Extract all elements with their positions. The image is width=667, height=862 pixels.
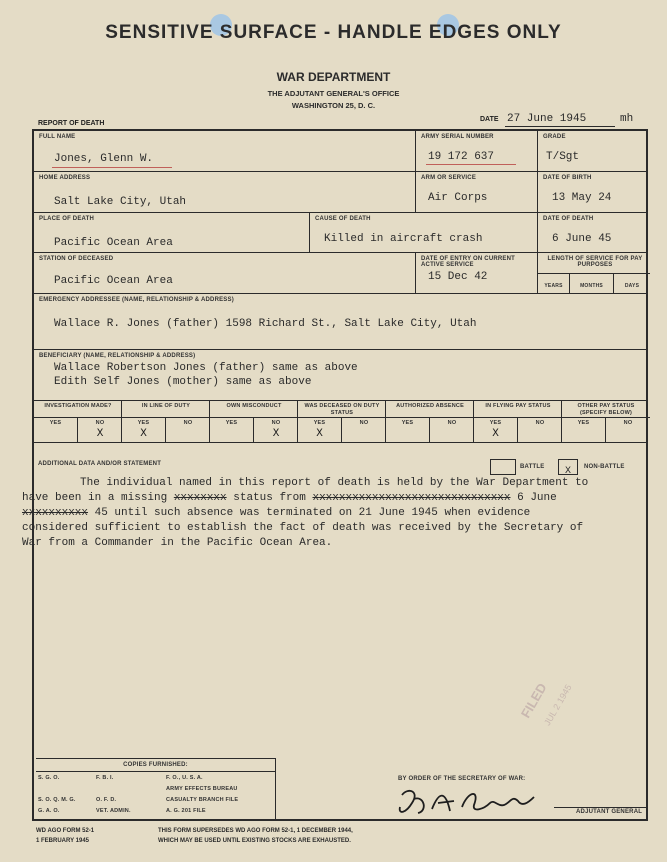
copy-recipient: VET. ADMIN.: [96, 808, 131, 814]
status-label: IN LINE OF DUTY: [141, 403, 191, 409]
full-name-value: Jones, Glenn W.: [54, 153, 154, 165]
status-yes-box: [386, 417, 430, 443]
status-yes-box: [474, 417, 518, 443]
battle-label: BATTLE: [520, 464, 545, 470]
copy-recipient: CASUALTY BRANCH FILE: [166, 797, 239, 803]
status-yes-mark: X: [316, 428, 323, 440]
status-yes-label: YES: [137, 420, 150, 426]
status-no-label: NO: [447, 420, 457, 426]
copy-recipient: S. G. O.: [38, 775, 60, 781]
order-label: BY ORDER OF THE SECRETARY OF WAR:: [398, 776, 526, 782]
status-label: OWN MISCONDUCT: [226, 403, 282, 409]
file-stamp-date: JUL 2 1945: [542, 682, 574, 728]
station-value: Pacific Ocean Area: [54, 275, 173, 287]
row-beneficiary: [34, 350, 646, 401]
years-col: YEARS: [538, 273, 570, 294]
copy-recipient: G. A. O.: [38, 808, 60, 814]
status-cell: [122, 401, 210, 442]
signature-image: [394, 785, 554, 821]
row-address: [34, 172, 646, 213]
date-line: [505, 126, 615, 127]
status-yes-box: [34, 417, 78, 443]
row-status: [34, 401, 646, 443]
status-yes-label: YES: [401, 420, 414, 426]
days-col: DAYS: [614, 273, 650, 294]
cause-value: Killed in aircraft crash: [324, 233, 483, 245]
status-no-box: [166, 417, 210, 443]
status-yes-label: YES: [489, 420, 502, 426]
status-no-label: NO: [183, 420, 193, 426]
initials: mh: [620, 113, 634, 125]
copy-recipient: A. G. 201 FILE: [166, 808, 206, 814]
status-yes-box: [562, 417, 606, 443]
copy-recipient: ARMY EFFECTS BUREAU: [166, 786, 238, 792]
file-stamp: FILED: [517, 680, 550, 721]
entry-cell: DATE OF ENTRY ON CURRENT ACTIVE SERVICE 15 Dec 42: [416, 253, 538, 293]
office-location: WASHINGTON 25, D. C.: [291, 101, 376, 110]
non-battle-label: NON-BATTLE: [584, 464, 625, 470]
form-title: REPORT OF DEATH: [38, 120, 105, 127]
arm-value: Air Corps: [428, 192, 488, 204]
status-cell: [34, 401, 122, 442]
birth-cell: DATE OF BIRTH 13 May 24: [543, 175, 612, 204]
status-cell: [562, 401, 650, 442]
emergency-value: Wallace R. Jones (father) 1598 Richard St., Salt Lake City, Utah: [54, 318, 477, 330]
status-no-box: [518, 417, 562, 443]
home-address-cell: HOME ADDRESS Salt Lake City, Utah: [34, 172, 416, 212]
serial-value: 19 172 637: [428, 151, 495, 163]
status-cell: [386, 401, 474, 442]
station-cell: STATION OF DECEASED Pacific Ocean Area: [34, 253, 416, 293]
status-no-label: NO: [95, 420, 105, 426]
status-yes-mark: X: [492, 428, 499, 440]
grade-cell: GRADE T/Sgt: [543, 134, 580, 163]
status-no-mark: X: [272, 428, 280, 440]
non-battle-box: X: [558, 459, 578, 475]
department-title: WAR DEPARTMENT: [276, 70, 391, 84]
copies-furnished-box: COPIES FURNISHED: S. G. O. F. B. I. F. O., U. S. A. ARMY EFFECTS BUREAU S. O. Q. M. G. O. F. D. CASUALTY BRANCH FILE G. A. O. VET. ADMIN. A. G. 201 FILE: [36, 758, 276, 821]
arm-cell: ARM OR SERVICE Air Corps: [416, 172, 538, 212]
status-yes-box: [298, 417, 342, 443]
status-yes-label: YES: [313, 420, 326, 426]
birth-value: 13 May 24: [552, 192, 612, 204]
status-no-box: [254, 417, 298, 443]
status-label: IN FLYING PAY STATUS: [485, 403, 551, 409]
home-address-value: Salt Lake City, Utah: [54, 196, 187, 208]
row-emergency: [34, 294, 646, 350]
status-yes-label: YES: [49, 420, 62, 426]
status-no-box: [342, 417, 386, 443]
row-station: [34, 253, 646, 294]
emergency-cell: EMERGENCY ADDRESSEE (NAME, RELATIONSHIP & ADDRESS) Wallace R. Jones (father) 1598 Richard St., Salt Lake City, Utah: [39, 297, 477, 330]
signer-title: ADJUTANT GENERAL: [576, 809, 643, 815]
status-yes-box: [122, 417, 166, 443]
status-yes-label: YES: [225, 420, 238, 426]
death-date-cell: DATE OF DEATH 6 June 45: [543, 216, 612, 245]
status-cell: [210, 401, 298, 442]
status-no-box: [430, 417, 474, 443]
battle-box: [490, 459, 516, 475]
date-label: DATE: [480, 116, 499, 123]
beneficiary-line-1: Wallace Robertson Jones (father) same as above: [54, 362, 358, 374]
status-yes-box: [210, 417, 254, 443]
months-col: MONTHS: [570, 273, 614, 294]
supersede-line-1: THIS FORM SUPERSEDES WD AGO FORM 52-1, 1 DECEMBER 1944,: [158, 828, 353, 834]
copy-recipient: S. O. Q. M. G.: [38, 797, 76, 803]
form-date: 1 FEBRUARY 1945: [36, 838, 90, 844]
beneficiary-line-2: Edith Self Jones (mother) same as above: [54, 376, 312, 388]
entry-value: 15 Dec 42: [428, 271, 488, 283]
status-no-box: [606, 417, 650, 443]
report-date: 27 June 1945: [507, 113, 587, 125]
red-underline: [52, 167, 172, 168]
statement-text: The individual named in this report of death is held by the War Department to have been in a missing xxxxxxxx status from xxxxxxxxxxxxxxxxxxxxxxxxxxxxxx 6 June xxxxxxxxxx 45 until such absence was terminated on 21 June 1945 when evidence considered sufficient to establish the fact of death was received by the Secretary of War from a Commander in the Pacific Ocean Area.: [22, 477, 589, 549]
status-label: AUTHORIZED ABSENCE: [396, 403, 464, 409]
status-label: INVESTIGATION MADE?: [44, 403, 112, 409]
handling-banner: SENSITIVE SURFACE - HANDLE EDGES ONLY: [105, 22, 562, 43]
status-cell: [474, 401, 562, 442]
red-underline: [426, 164, 516, 165]
place-death-cell: PLACE OF DEATH Pacific Ocean Area: [34, 213, 310, 252]
service-length-cell: LENGTH OF SERVICE FOR PAY PURPOSES YEARS MONTHS DAYS: [538, 253, 650, 293]
office-title: THE ADJUTANT GENERAL'S OFFICE: [267, 89, 400, 98]
status-no-label: NO: [623, 420, 633, 426]
copy-recipient: F. B. I.: [96, 775, 114, 781]
row-name: [34, 131, 646, 172]
status-label: WAS DECEASED ON DUTY STATUS: [304, 403, 380, 416]
status-no-mark: X: [96, 428, 104, 440]
grade-value: T/Sgt: [546, 151, 580, 163]
full-name-cell: FULL NAME Jones, Glenn W.: [34, 131, 416, 171]
status-yes-label: YES: [577, 420, 590, 426]
row-death: [34, 213, 646, 253]
status-yes-mark: X: [140, 428, 147, 440]
status-no-label: NO: [535, 420, 545, 426]
cause-cell: CAUSE OF DEATH Killed in aircraft crash: [310, 213, 538, 252]
status-no-box: [78, 417, 122, 443]
supersede-line-2: WHICH MAY BE USED UNTIL EXISTING STOCKS ARE EXHAUSTED.: [158, 838, 351, 844]
death-date-value: 6 June 45: [552, 233, 612, 245]
additional-label: ADDITIONAL DATA AND/OR STATEMENT: [38, 461, 162, 467]
copy-recipient: F. O., U. S. A.: [166, 775, 203, 781]
form-number: WD AGO FORM 52-1: [36, 828, 95, 834]
status-cell: [298, 401, 386, 442]
copy-recipient: O. F. D.: [96, 797, 117, 803]
serial-cell: ARMY SERIAL NUMBER 19 172 637: [416, 131, 538, 171]
beneficiary-cell: BENEFICIARY (NAME, RELATIONSHIP & ADDRESS) Wallace Robertson Jones (father) same as above Edith Self Jones (mother) same as above: [39, 353, 358, 388]
status-no-label: NO: [359, 420, 369, 426]
status-no-label: NO: [271, 420, 281, 426]
status-label: OTHER PAY STATUS (SPECIFY BELOW): [577, 403, 635, 416]
place-death-value: Pacific Ocean Area: [54, 237, 173, 249]
